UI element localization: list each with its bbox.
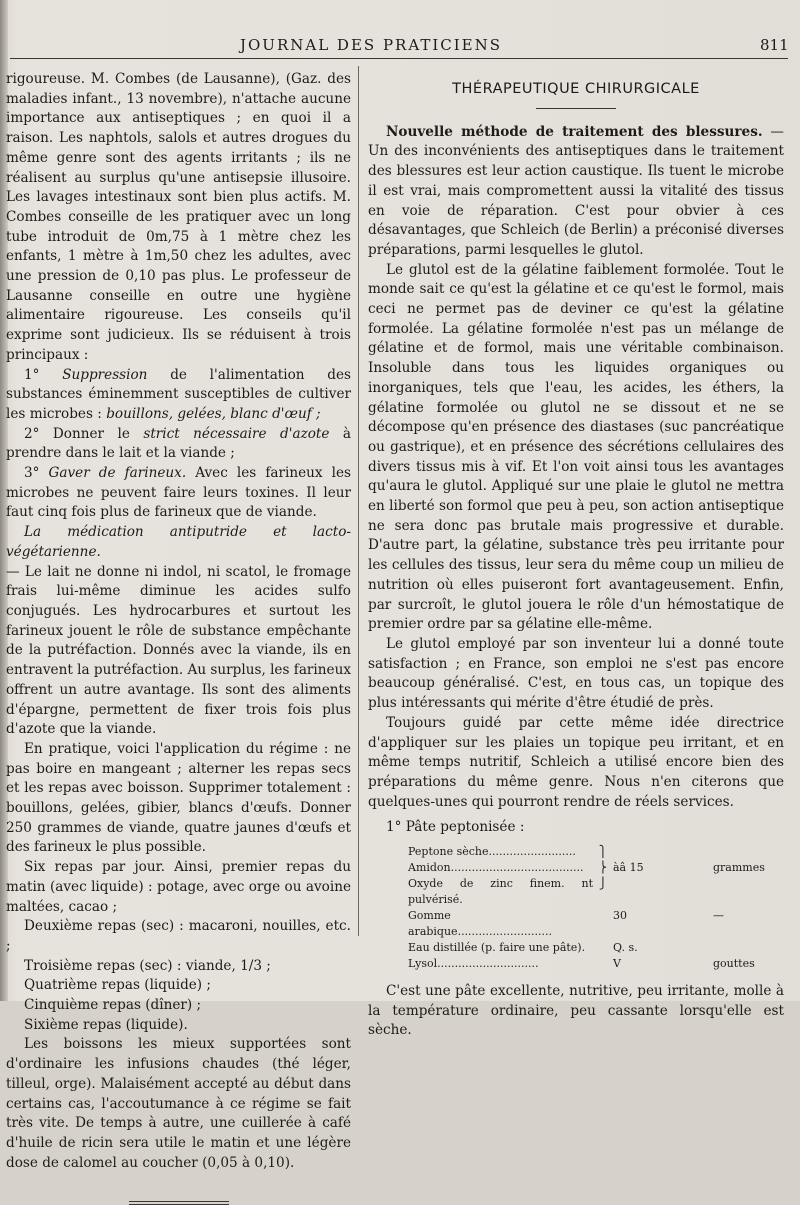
left-column (6, 70, 351, 1205)
ingredient-unit: gouttes (713, 957, 755, 971)
prescription-row (408, 940, 784, 956)
brace-bottom: ⎭ (598, 877, 608, 891)
article-heading: Nouvelle méthode de traitement des blessures. (386, 123, 763, 140)
article-paragraph-5: C'est une pâte excellente, nutritive, peu irritante, molle à la température ordinaire, peu cassante lorsqu'elle est sèche. (368, 983, 784, 1039)
column-divider (358, 66, 359, 936)
prescription-row (408, 844, 784, 860)
formula-title: 1° Pâte peptonisée : (386, 819, 525, 836)
meal-2: Deuxième repas (sec) : macaroni, nouilles, etc. ; (6, 918, 351, 954)
article-paragraph-3: Le glutol employé par son inventeur lui a donné toute satisfaction ; en France, son emploi ne s'est pas encore beaucoup généralisé. C'est, en tous cas, un topique des plus intéressants qui mérite d'être étudié de près. (368, 635, 784, 712)
section-title: THÉRAPEUTIQUE CHIRURGICALE (452, 81, 700, 97)
meal-3: Troisième repas (sec) : viande, 1/3 ; (24, 957, 271, 974)
ingredient-name: Peptone sèche......................... (408, 845, 576, 859)
principle-2 (6, 425, 351, 464)
principle-3-prefix: 3° (24, 465, 40, 482)
principle-3 (6, 464, 351, 523)
principle-1-emphasis: Suppression (62, 366, 148, 383)
meal-6: Sixième repas (liquide). (24, 1016, 188, 1033)
article-paragraph-2: Le glutol est de la gélatine faiblement formolée. Tout le monde sait ce qu'est la gélatine et ce qu'est le formol, mais ceci ne permet pas de deviner ce qu'est la gélatine formolée. La gélatine formolée n'est pas un mélange de gélatine et de formol, mais une véritable combinaison. Insoluble dans tous les liquides organiques ou inorganiques, tels que l'eau, les acides, les éthers, la gélatine formolée ou glutol ne se dissout et ne se décompose qu'en présence des diastases (suc pancréatique ou gastrique), et en présence des sécrétions cellulaires des divers tissus mis à vif. Et l'on voit ainsi tous les avantages qu'aura le glutol. Appliqué sur une plaie le glutol ne mettra en liberté son formol que peu à peu, son action antiseptique ne sera donc pas brutale mais progressive et durable. D'autre part, la gélatine, substance très peu irritante pour les cellules des tissus, leur sera du même coup un milieu de nutrition où elles puiseront fort avantageusement. Enfin, par surcroît, le glutol jouera le rôle d'un hémostatique de premier ordre par sa gélatine elle-même. (368, 261, 784, 633)
left-paragraph-5: Les boissons les mieux supportées sont d'ordinaire les infusions chaudes (thé léger, tilleul, orge). Malaisément accepté au début dans certains cas, l'accoutumance à ce régime se fait très vite. De temps à autre, une cuillerée à café d'huile de ricin sera utile le matin et une légère dose de calomel au coucher (0,05 à 0,10). (6, 1036, 351, 1171)
principle-3-text: Avec les farineux les microbes ne peuvent faire leurs toxines. Il leur faut cinq fois plus de farineux que de viande. (6, 465, 351, 521)
prescription-row (408, 860, 784, 876)
principle-1-text: de l'alimentation des substances éminemment susceptibles de cultiver les microbes : (6, 366, 351, 422)
article-intro-text: — Un des inconvénients des antiseptiques dans le traitement des blessures est leur action caustique. Ils tuent le microbe il est vrai, mais compromettent aussi la vitalité des tissus en voie de réparation. C'est pour obvier à ces désavantages, que Schleich (de Berlin) a préconisé diverses préparations, parmi lesquelles le glutol. (368, 123, 784, 258)
left-paragraph-1: rigoureuse. M. Combes (de Lausanne), (Gaz. des maladies infant., 13 novembre), n'attache aucune importance aux antiseptiques ; en quoi il a raison. Les naphtols, salols et autres drogues du même genre sont des agents irritants ; ils ne réalisent au surplus qu'une antisepsie illusoire. Les lavages intestinaux sont bien plus actifs. M. Combes conseille de les pratiquer avec un long tube introduit de 0m,75 à 1 mètre chez les enfants, 1 mètre à 1m,50 chez les adultes, avec une pression de 0,10 pas plus. Le professeur de Lausanne conseille en outre une hygiène alimentaire rigoureuse. Les conseils qu'il exprime sont judicieux. Ils se réduisent à trois principaux : (6, 71, 351, 363)
ingredient-amount: 30 (613, 909, 627, 923)
left-paragraph-4: Six repas par jour. Ainsi, premier repas du matin (avec liquide) : potage, avec orge ou avoine maltées, cacao ; (6, 859, 351, 915)
principle-1 (6, 366, 351, 425)
principle-2-prefix: 2° Donner le (24, 425, 130, 442)
ingredient-unit: grammes (713, 861, 765, 875)
ingredient-name: Eau distillée (p. faire une pâte). (408, 941, 586, 955)
principle-1-number: 1° (24, 366, 40, 383)
prescription-row (408, 956, 784, 972)
subheading: La médication antiputride et lacto-végétarienne. (6, 524, 351, 560)
prescription-table (408, 844, 784, 972)
prescription-row (408, 876, 784, 908)
journal-title: JOURNAL DES PRATICIENS (240, 36, 503, 54)
meal-4: Quatrième repas (liquide) ; (24, 977, 212, 994)
principle-2-emphasis: strict nécessaire d'azote (143, 425, 330, 442)
principle-1-list: bouillons, gelées, blanc d'œuf ; (106, 405, 321, 422)
meal-5: Cinquième repas (dîner) ; (24, 997, 202, 1014)
ingredient-name: Oxyde de zinc finem. nt pulvérisé. (408, 877, 593, 907)
ingredient-name: Amidon...................................... (408, 861, 584, 875)
right-column (368, 70, 784, 1041)
brace-middle: ⎬ (598, 861, 608, 875)
ingredient-name: Lysol............................. (408, 957, 539, 971)
section-rule (536, 108, 616, 109)
page-number: 811 (760, 36, 789, 54)
principle-3-emphasis: Gaver de farineux. (48, 465, 187, 482)
ingredient-name: Gomme arabique........................... (408, 909, 552, 939)
principle-2-text: à prendre dans le lait et la viande ; (6, 425, 352, 462)
running-header (0, 30, 800, 60)
prescription-row (408, 908, 784, 940)
end-rule (129, 1201, 229, 1202)
header-rule (10, 58, 788, 59)
brace-top: ⎫ (598, 845, 608, 859)
article-paragraph-4: Toujours guidé par cette même idée directrice d'appliquer sur les plaies un topique peu irritant, et en même temps nutritif, Schleich a utilisé encore bien des préparations du même genre. Nous n'en citerons que quelques-unes qui pourront rendre de réels services. (368, 714, 784, 810)
ingredient-unit: — (713, 909, 724, 923)
article-paragraph-1 (368, 123, 784, 261)
ingredient-amount: V (613, 957, 621, 971)
ingredient-amount (613, 876, 713, 908)
left-paragraph-3: En pratique, voici l'application du régime : ne pas boire en mangeant ; alterner les repas secs et les repas avec boisson. Supprimer totalement : bouillons, gelées, gibier, blancs d'œufs. Donner 250 grammes de viande, quatre jaunes d'œufs et des farineux le plus possible. (6, 740, 351, 856)
ingredient-amount: Q. s. (613, 941, 638, 955)
left-paragraph-2: — Le lait ne donne ni indol, ni scatol, le fromage frais lui-même diminue les acides sulfo conjugués. Les hydrocarbures et surtout les farineux jouent le rôle de substance empêchante de la putréfaction. Donnés avec la viande, ils en entravent la putréfaction. Au surplus, les farineux offrent un autre avantage. Ils sont des aliments d'épargne, permettent de fixer trois fois plus d'azote que la viande. (6, 563, 351, 738)
ingredient-amount (613, 844, 713, 860)
ingredient-amount: àâ 15 (613, 861, 644, 875)
